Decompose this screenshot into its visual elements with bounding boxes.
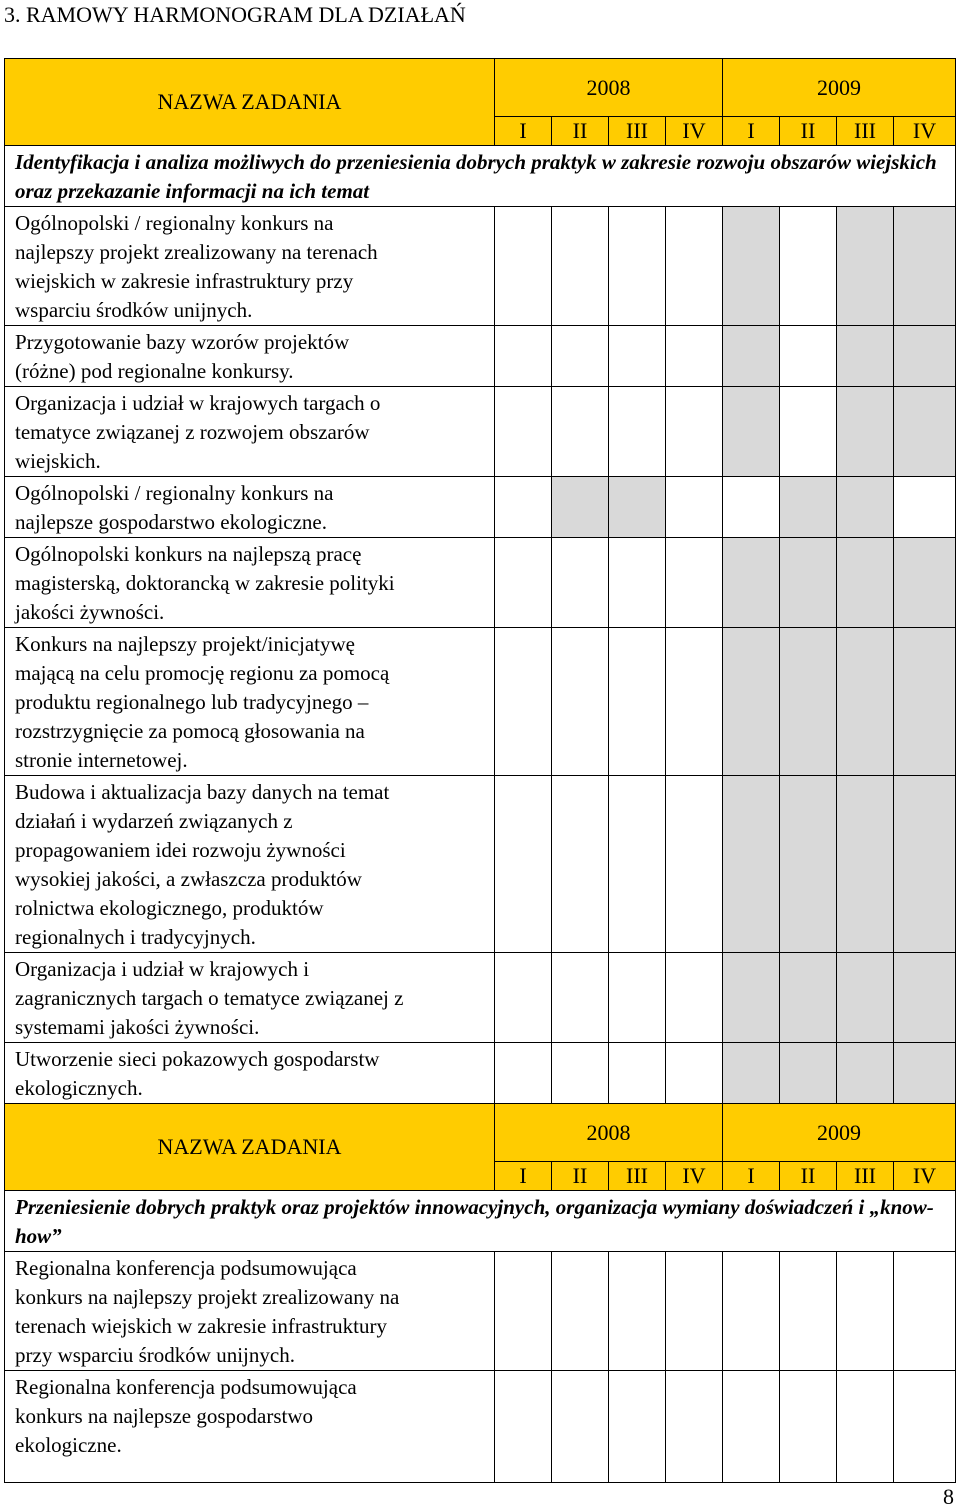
- task-name-line: wiejskich w zakresie infrastruktury przy: [15, 269, 354, 293]
- task-name-line: propagowaniem idei rozwoju żywności: [15, 838, 346, 862]
- year-2008-header: 2008: [495, 1104, 723, 1162]
- schedule-cell: [666, 953, 723, 1043]
- schedule-cell: [666, 538, 723, 628]
- task-row: [5, 776, 956, 953]
- task-name-line: tematyce związanej z rozwojem obszarów: [15, 420, 370, 444]
- schedule-cell-active: [894, 628, 956, 776]
- schedule-cell-active: [837, 538, 894, 628]
- task-name-header: NAZWA ZADANIA: [5, 1104, 495, 1191]
- schedule-cell: [723, 1371, 780, 1483]
- task-name-line: Budowa i aktualizacja bazy danych na temat: [15, 780, 390, 804]
- schedule-cell: [609, 628, 666, 776]
- task-name-line: najlepsze gospodarstwo ekologiczne.: [15, 510, 327, 534]
- task-name-line: ekologicznych.: [15, 1076, 143, 1100]
- task-name: [5, 776, 495, 953]
- schedule-cell-active: [723, 628, 780, 776]
- schedule-cell: [666, 628, 723, 776]
- task-name-line: Regionalna konferencja podsumowująca: [15, 1256, 357, 1280]
- section-2-tasks: [5, 1252, 956, 1483]
- quarter-header: III: [837, 117, 894, 146]
- schedule-cell-active: [894, 776, 956, 953]
- task-name-line: produktu regionalnego lub tradycyjnego –: [15, 690, 369, 714]
- schedule-cell-active: [837, 477, 894, 538]
- task-name-line: terenach wiejskich w zakresie infrastruktury: [15, 1314, 388, 1338]
- schedule-cell: [780, 1371, 837, 1483]
- task-name: [5, 477, 495, 538]
- task-name-line: Konkurs na najlepszy projekt/inicjatywę: [15, 632, 355, 656]
- task-name-line: (różne) pod regionalne konkursy.: [15, 359, 294, 383]
- task-row: [5, 326, 956, 387]
- task-row: [5, 1252, 956, 1371]
- quarter-header: II: [780, 117, 837, 146]
- quarter-header: II: [552, 117, 609, 146]
- schedule-cell: [552, 953, 609, 1043]
- task-name: [5, 1043, 495, 1104]
- schedule-cell: [552, 1371, 609, 1483]
- schedule-cell: [495, 776, 552, 953]
- schedule-cell-active: [894, 953, 956, 1043]
- task-name-line: mającą na celu promocję regionu za pomocą: [15, 661, 390, 685]
- schedule-cell-active: [894, 1043, 956, 1104]
- task-name: [5, 628, 495, 776]
- task-row: [5, 387, 956, 477]
- quarter-header: I: [495, 1162, 552, 1191]
- schedule-cell-active: [723, 387, 780, 477]
- schedule-cell-active: [780, 628, 837, 776]
- quarter-header: IV: [894, 117, 956, 146]
- schedule-cell-active: [723, 953, 780, 1043]
- schedule-cell: [495, 207, 552, 326]
- schedule-cell-active: [837, 628, 894, 776]
- quarter-header: IV: [666, 1162, 723, 1191]
- task-name: [5, 207, 495, 326]
- task-name: [5, 1371, 495, 1483]
- section-1-tasks: [5, 207, 956, 1104]
- schedule-cell: [780, 1252, 837, 1371]
- schedule-cell-active: [552, 477, 609, 538]
- schedule-cell: [609, 1252, 666, 1371]
- section-title: Identyfikacja i analiza możliwych do przeniesienia dobrych praktyk w zakresie rozwoju obszarów wiejskich oraz przekazanie informacji na ich temat: [5, 146, 956, 207]
- quarter-header: IV: [666, 117, 723, 146]
- schedule-cell: [666, 776, 723, 953]
- quarter-header: III: [609, 117, 666, 146]
- schedule-cell: [780, 207, 837, 326]
- task-name-line: magisterską, doktorancką w zakresie polityki: [15, 571, 395, 595]
- schedule-cell: [666, 326, 723, 387]
- quarter-header: III: [609, 1162, 666, 1191]
- schedule-cell-active: [837, 776, 894, 953]
- schedule-cell: [666, 1371, 723, 1483]
- schedule-cell: [495, 326, 552, 387]
- schedule-cell: [609, 387, 666, 477]
- task-name-line: systemami jakości żywności.: [15, 1015, 260, 1039]
- schedule-cell-active: [723, 776, 780, 953]
- quarter-header: II: [780, 1162, 837, 1191]
- schedule-cell-active: [837, 1043, 894, 1104]
- task-name-line: najlepszy projekt zrealizowany na terenach: [15, 240, 378, 264]
- schedule-cell: [609, 207, 666, 326]
- task-name-line: działań i wydarzeń związanych z: [15, 809, 293, 833]
- schedule-cell: [495, 477, 552, 538]
- task-name-line: przy wsparciu środków unijnych.: [15, 1343, 295, 1367]
- year-2009-header: 2009: [723, 59, 956, 117]
- schedule-cell-active: [837, 953, 894, 1043]
- schedule-cell: [894, 477, 956, 538]
- schedule-table: [4, 58, 956, 1483]
- schedule-cell: [609, 326, 666, 387]
- task-name-line: wsparciu środków unijnych.: [15, 298, 253, 322]
- quarter-header: I: [723, 117, 780, 146]
- task-name: [5, 1252, 495, 1371]
- task-name-line: rolnictwa ekologicznego, produktów: [15, 896, 324, 920]
- task-name-line: Ogólnopolski / regionalny konkurs na: [15, 211, 334, 235]
- task-name-line: wiejskich.: [15, 449, 101, 473]
- schedule-cell: [666, 477, 723, 538]
- schedule-cell: [495, 538, 552, 628]
- task-name-line: ekologiczne.: [15, 1433, 122, 1457]
- task-name-line: Regionalna konferencja podsumowująca: [15, 1375, 357, 1399]
- schedule-cell-active: [723, 1043, 780, 1104]
- task-name-line: Utworzenie sieci pokazowych gospodarstw: [15, 1047, 380, 1071]
- schedule-cell: [495, 387, 552, 477]
- task-name-line: zagranicznych targach o tematyce związanej z: [15, 986, 404, 1010]
- task-name: [5, 387, 495, 477]
- schedule-cell-active: [837, 326, 894, 387]
- quarter-header: I: [495, 117, 552, 146]
- task-name: [5, 953, 495, 1043]
- task-name: [5, 326, 495, 387]
- schedule-cell: [552, 1043, 609, 1104]
- task-row: [5, 538, 956, 628]
- quarter-header: II: [552, 1162, 609, 1191]
- task-name-line: konkurs na najlepszy projekt zrealizowany na: [15, 1285, 400, 1309]
- schedule-cell: [666, 1252, 723, 1371]
- task-row: [5, 1043, 956, 1104]
- schedule-cell: [666, 387, 723, 477]
- schedule-cell: [552, 628, 609, 776]
- schedule-cell: [780, 387, 837, 477]
- task-name-line: Ogólnopolski konkurs na najlepszą pracę: [15, 542, 362, 566]
- schedule-cell-active: [723, 538, 780, 628]
- task-name-line: rozstrzygnięcie za pomocą głosowania na: [15, 719, 365, 743]
- schedule-cell: [666, 207, 723, 326]
- task-name-line: wysokiej jakości, a zwłaszcza produktów: [15, 867, 362, 891]
- schedule-cell: [495, 1371, 552, 1483]
- schedule-cell-active: [837, 387, 894, 477]
- task-name-line: jakości żywności.: [15, 600, 165, 624]
- task-row: [5, 1371, 956, 1483]
- schedule-cell-active: [609, 477, 666, 538]
- schedule-cell: [609, 776, 666, 953]
- schedule-cell-active: [723, 207, 780, 326]
- task-name-line: konkurs na najlepsze gospodarstwo: [15, 1404, 314, 1428]
- schedule-cell-active: [894, 538, 956, 628]
- schedule-cell: [894, 1252, 956, 1371]
- schedule-cell-active: [894, 326, 956, 387]
- schedule-cell: [552, 538, 609, 628]
- task-name-line: Organizacja i udział w krajowych i: [15, 957, 310, 981]
- schedule-cell: [837, 1371, 894, 1483]
- task-row: [5, 953, 956, 1043]
- year-2009-header: 2009: [723, 1104, 956, 1162]
- section-heading: 3. RAMOWY HARMONOGRAM DLA DZIAŁAŃ: [4, 2, 466, 27]
- schedule-cell: [609, 953, 666, 1043]
- schedule-cell: [552, 776, 609, 953]
- schedule-cell-active: [780, 538, 837, 628]
- section-title: Przeniesienie dobrych praktyk oraz projektów innowacyjnych, organizacja wymiany doświadczeń i „know-how”: [5, 1191, 956, 1252]
- task-name-line: regionalnych i tradycyjnych.: [15, 925, 256, 949]
- task-name-line: stronie internetowej.: [15, 748, 188, 772]
- schedule-cell: [837, 1252, 894, 1371]
- schedule-cell-active: [894, 207, 956, 326]
- schedule-cell-active: [837, 207, 894, 326]
- year-2008-header: 2008: [495, 59, 723, 117]
- task-row: [5, 207, 956, 326]
- schedule-cell: [552, 207, 609, 326]
- schedule-cell: [894, 1371, 956, 1483]
- quarter-header: IV: [894, 1162, 956, 1191]
- task-name-line: Przygotowanie bazy wzorów projektów: [15, 330, 350, 354]
- task-row: [5, 628, 956, 776]
- schedule-cell-active: [780, 1043, 837, 1104]
- schedule-cell-active: [780, 953, 837, 1043]
- schedule-cell: [495, 628, 552, 776]
- quarter-header: III: [837, 1162, 894, 1191]
- schedule-cell-active: [723, 326, 780, 387]
- schedule-cell: [723, 477, 780, 538]
- schedule-cell: [723, 1252, 780, 1371]
- schedule-cell: [609, 1043, 666, 1104]
- schedule-cell: [552, 326, 609, 387]
- task-name-header: NAZWA ZADANIA: [5, 59, 495, 146]
- schedule-cell: [495, 953, 552, 1043]
- task-name-line: Ogólnopolski / regionalny konkurs na: [15, 481, 334, 505]
- task-row: [5, 477, 956, 538]
- schedule-cell: [552, 1252, 609, 1371]
- task-name-line: Organizacja i udział w krajowych targach o: [15, 391, 381, 415]
- schedule-cell: [495, 1252, 552, 1371]
- schedule-cell-active: [780, 477, 837, 538]
- schedule-cell: [780, 326, 837, 387]
- schedule-cell: [609, 538, 666, 628]
- schedule-cell-active: [780, 776, 837, 953]
- schedule-cell: [495, 1043, 552, 1104]
- schedule-cell: [552, 387, 609, 477]
- page-number: 8: [943, 1484, 954, 1509]
- task-name: [5, 538, 495, 628]
- quarter-header: I: [723, 1162, 780, 1191]
- schedule-cell-active: [894, 387, 956, 477]
- schedule-cell: [666, 1043, 723, 1104]
- schedule-cell: [609, 1371, 666, 1483]
